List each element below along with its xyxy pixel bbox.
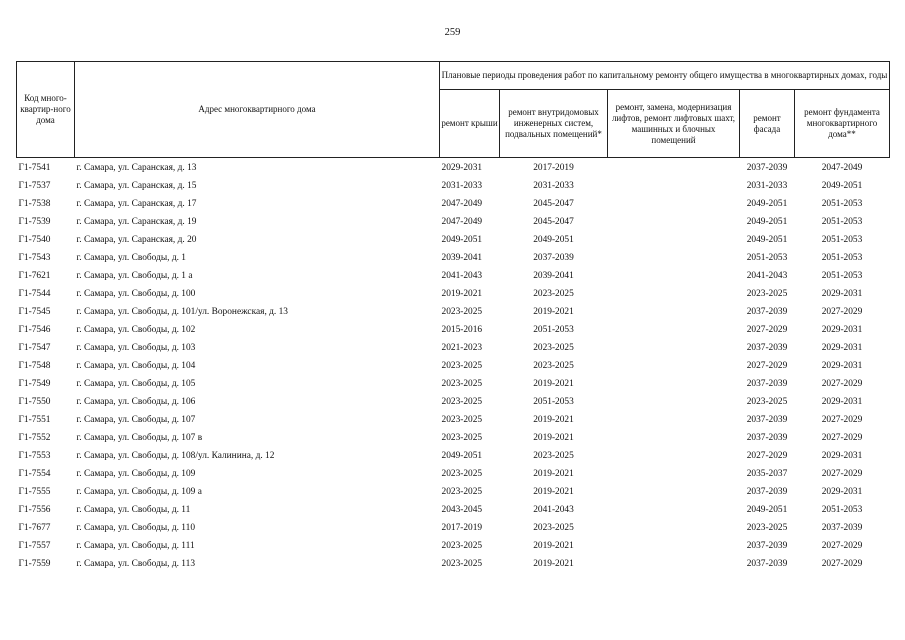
header-address: Адрес многоквартирного дома	[75, 62, 440, 158]
cell-facade: 2023-2025	[746, 289, 788, 299]
cell-code: Г1-7540	[18, 235, 51, 245]
cell-roof: 2017-2019	[441, 523, 483, 533]
cell-address: г. Самара, ул. Саранская, д. 15	[76, 181, 197, 191]
cell-systems: 2023-2025	[533, 343, 574, 353]
cell-lifts	[608, 267, 740, 285]
cell-address: г. Самара, ул. Свободы, д. 107	[76, 415, 196, 425]
cell-roof: 2023-2025	[441, 469, 483, 479]
cell-code: Г1-7557	[18, 541, 51, 551]
cell-address: г. Самара, ул. Саранская, д. 19	[76, 217, 197, 227]
cell-lifts	[608, 213, 740, 231]
cell-lifts	[608, 519, 740, 537]
cell-code: Г1-7549	[18, 379, 51, 389]
cell-facade: 2037-2039	[746, 541, 788, 551]
cell-lifts	[608, 483, 740, 501]
table-row	[17, 158, 890, 178]
cell-roof: 2019-2021	[441, 289, 483, 299]
cell-roof: 2023-2025	[441, 541, 483, 551]
cell-lifts	[608, 537, 740, 555]
table-header	[17, 62, 890, 158]
header-lifts: ремонт, замена, модернизация лифтов, ремонт лифтовых шахт, машинных и блочных помещений	[608, 90, 740, 158]
cell-address: г. Самара, ул. Свободы, д. 108/ул. Калинина, д. 12	[76, 451, 275, 461]
header-roof: ремонт крыши	[440, 90, 500, 158]
cell-address: г. Самара, ул. Свободы, д. 104	[76, 361, 196, 371]
cell-address: г. Самара, ул. Саранская, д. 20	[76, 235, 197, 245]
cell-systems: 2023-2025	[533, 361, 574, 371]
cell-foundation: 2027-2029	[821, 559, 863, 569]
cell-foundation: 2029-2031	[821, 361, 863, 371]
cell-foundation: 2029-2031	[821, 289, 863, 299]
cell-foundation: 2029-2031	[821, 325, 863, 335]
cell-facade: 2049-2051	[746, 217, 788, 227]
cell-code: Г1-7559	[18, 559, 51, 569]
table-row	[17, 393, 890, 411]
cell-foundation: 2029-2031	[821, 451, 863, 461]
cell-foundation: 2051-2053	[821, 217, 863, 227]
table-row	[17, 501, 890, 519]
cell-address: г. Самара, ул. Свободы, д. 106	[76, 397, 196, 407]
cell-lifts	[608, 393, 740, 411]
cell-code: Г1-7553	[18, 451, 51, 461]
cell-address: г. Самара, ул. Свободы, д. 105	[76, 379, 196, 389]
cell-lifts	[608, 375, 740, 393]
table-row	[17, 411, 890, 429]
cell-systems: 2039-2041	[533, 271, 574, 281]
cell-address: г. Самара, ул. Свободы, д. 1	[76, 253, 186, 263]
cell-lifts	[608, 177, 740, 195]
table-row	[17, 483, 890, 501]
cell-code: Г1-7547	[18, 343, 51, 353]
cell-address: г. Самара, ул. Саранская, д. 13	[76, 163, 197, 173]
cell-systems: 2019-2021	[533, 415, 574, 425]
cell-code: Г1-7556	[18, 505, 51, 515]
cell-foundation: 2027-2029	[821, 379, 863, 389]
cell-systems: 2045-2047	[533, 217, 574, 227]
cell-lifts	[608, 555, 740, 573]
cell-systems: 2019-2021	[533, 487, 574, 497]
table-row	[17, 447, 890, 465]
cell-roof: 2049-2051	[441, 451, 483, 461]
cell-roof: 2023-2025	[441, 379, 483, 389]
cell-facade: 2037-2039	[746, 163, 788, 173]
cell-lifts	[608, 465, 740, 483]
cell-roof: 2041-2043	[441, 271, 483, 281]
cell-code: Г1-7538	[18, 199, 51, 209]
cell-foundation: 2037-2039	[821, 523, 863, 533]
cell-lifts	[608, 285, 740, 303]
cell-facade: 2037-2039	[746, 487, 788, 497]
table-body	[17, 158, 890, 574]
cell-lifts	[608, 249, 740, 267]
cell-code: Г1-7544	[18, 289, 51, 299]
cell-systems: 2051-2053	[533, 325, 574, 335]
cell-address: г. Самара, ул. Свободы, д. 101/ул. Воронежская, д. 13	[76, 307, 288, 317]
cell-foundation: 2027-2029	[821, 415, 863, 425]
cell-foundation: 2051-2053	[821, 505, 863, 515]
cell-roof: 2043-2045	[441, 505, 483, 515]
cell-systems: 2019-2021	[533, 379, 574, 389]
cell-code: Г1-7543	[18, 253, 51, 263]
cell-lifts	[608, 447, 740, 465]
cell-systems: 2019-2021	[533, 559, 574, 569]
cell-roof: 2031-2033	[441, 181, 483, 191]
cell-systems: 2019-2021	[533, 307, 574, 317]
cell-systems: 2045-2047	[533, 199, 574, 209]
table-row	[17, 249, 890, 267]
header-facade: ремонт фасада	[740, 90, 795, 158]
cell-foundation: 2027-2029	[821, 307, 863, 317]
cell-facade: 2037-2039	[746, 433, 788, 443]
cell-systems: 2019-2021	[533, 433, 574, 443]
cell-facade: 2037-2039	[746, 379, 788, 389]
cell-foundation: 2051-2053	[821, 253, 863, 263]
table-row	[17, 555, 890, 573]
header-systems: ремонт внутридомовых инженерных систем, подвальных помещений*	[500, 90, 608, 158]
table-row	[17, 195, 890, 213]
table-row	[17, 321, 890, 339]
cell-code: Г1-7537	[18, 181, 51, 191]
cell-roof: 2023-2025	[441, 397, 483, 407]
cell-code: Г1-7539	[18, 217, 51, 227]
cell-facade: 2023-2025	[746, 397, 788, 407]
cell-lifts	[608, 321, 740, 339]
table-row	[17, 231, 890, 249]
table-row	[17, 519, 890, 537]
cell-code: Г1-7548	[18, 361, 51, 371]
cell-lifts	[608, 158, 740, 178]
cell-facade: 2031-2033	[746, 181, 788, 191]
cell-address: г. Самара, ул. Свободы, д. 102	[76, 325, 196, 335]
cell-foundation: 2051-2053	[821, 235, 863, 245]
cell-address: г. Самара, ул. Свободы, д. 109 а	[76, 487, 202, 497]
cell-facade: 2037-2039	[746, 343, 788, 353]
cell-facade: 2049-2051	[746, 235, 788, 245]
cell-systems: 2031-2033	[533, 181, 574, 191]
header-periods: Плановые периоды проведения работ по капитальному ремонту общего имущества в многоквартирных домах, годы	[440, 62, 890, 90]
table-row	[17, 465, 890, 483]
cell-address: г. Самара, ул. Саранская, д. 17	[76, 199, 197, 209]
cell-roof: 2049-2051	[441, 235, 483, 245]
header-code: Код много-квартир-ного дома	[17, 62, 75, 158]
cell-roof: 2023-2025	[441, 559, 483, 569]
cell-facade: 2037-2039	[746, 415, 788, 425]
cell-facade: 2051-2053	[746, 253, 788, 263]
cell-code: Г1-7550	[18, 397, 51, 407]
cell-address: г. Самара, ул. Свободы, д. 113	[76, 559, 196, 569]
table-row	[17, 267, 890, 285]
cell-roof: 2023-2025	[441, 415, 483, 425]
cell-roof: 2039-2041	[441, 253, 483, 263]
cell-systems: 2049-2051	[533, 235, 574, 245]
cell-facade: 2035-2037	[746, 469, 788, 479]
cell-facade: 2027-2029	[746, 325, 788, 335]
cell-roof: 2047-2049	[441, 199, 483, 209]
cell-foundation: 2051-2053	[821, 271, 863, 281]
cell-roof: 2023-2025	[441, 487, 483, 497]
table-row	[17, 303, 890, 321]
cell-foundation: 2029-2031	[821, 343, 863, 353]
cell-systems: 2019-2021	[533, 469, 574, 479]
cell-systems: 2037-2039	[533, 253, 574, 263]
cell-systems: 2041-2043	[533, 505, 574, 515]
cell-address: г. Самара, ул. Свободы, д. 109	[76, 469, 196, 479]
cell-foundation: 2051-2053	[821, 199, 863, 209]
cell-lifts	[608, 501, 740, 519]
cell-facade: 2037-2039	[746, 307, 788, 317]
table-row	[17, 375, 890, 393]
cell-code: Г1-7677	[18, 523, 51, 533]
cell-systems: 2051-2053	[533, 397, 574, 407]
cell-code: Г1-7551	[18, 415, 51, 425]
cell-foundation: 2029-2031	[821, 397, 863, 407]
cell-lifts	[608, 231, 740, 249]
cell-lifts	[608, 429, 740, 447]
cell-systems: 2017-2019	[533, 163, 574, 173]
table-row	[17, 339, 890, 357]
cell-address: г. Самара, ул. Свободы, д. 111	[76, 541, 195, 551]
cell-address: г. Самара, ул. Свободы, д. 1 а	[76, 271, 193, 281]
cell-code: Г1-7546	[18, 325, 51, 335]
cell-roof: 2023-2025	[441, 433, 483, 443]
cell-code: Г1-7554	[18, 469, 51, 479]
cell-roof: 2047-2049	[441, 217, 483, 227]
cell-address: г. Самара, ул. Свободы, д. 11	[76, 505, 191, 515]
cell-foundation: 2047-2049	[821, 163, 863, 173]
cell-address: г. Самара, ул. Свободы, д. 103	[76, 343, 196, 353]
cell-roof: 2023-2025	[441, 361, 483, 371]
cell-code: Г1-7545	[18, 307, 51, 317]
table-row	[17, 177, 890, 195]
cell-roof: 2015-2016	[441, 325, 483, 335]
cell-roof: 2023-2025	[441, 307, 483, 317]
cell-code: Г1-7621	[18, 271, 51, 281]
cell-lifts	[608, 303, 740, 321]
cell-facade: 2041-2043	[746, 271, 788, 281]
cell-facade: 2027-2029	[746, 451, 788, 461]
page-number: 259	[444, 27, 461, 38]
cell-roof: 2029-2031	[441, 163, 483, 173]
cell-facade: 2023-2025	[746, 523, 788, 533]
cell-facade: 2037-2039	[746, 559, 788, 569]
header-foundation: ремонт фундамента многоквартирного дома**	[795, 90, 890, 158]
cell-lifts	[608, 339, 740, 357]
cell-foundation: 2027-2029	[821, 469, 863, 479]
table-row	[17, 429, 890, 447]
table-row	[17, 537, 890, 555]
cell-code: Г1-7541	[18, 163, 51, 173]
cell-facade: 2049-2051	[746, 199, 788, 209]
cell-lifts	[608, 195, 740, 213]
cell-address: г. Самара, ул. Свободы, д. 100	[76, 289, 196, 299]
cell-lifts	[608, 357, 740, 375]
cell-foundation: 2049-2051	[821, 181, 863, 191]
cell-code: Г1-7552	[18, 433, 51, 443]
table-row	[17, 285, 890, 303]
cell-address: г. Самара, ул. Свободы, д. 107 в	[76, 433, 203, 443]
cell-systems: 2023-2025	[533, 523, 574, 533]
table-row	[17, 357, 890, 375]
cell-facade: 2049-2051	[746, 505, 788, 515]
cell-roof: 2021-2023	[441, 343, 483, 353]
cell-lifts	[608, 411, 740, 429]
cell-systems: 2023-2025	[533, 451, 574, 461]
cell-facade: 2027-2029	[746, 361, 788, 371]
cell-address: г. Самара, ул. Свободы, д. 110	[76, 523, 196, 533]
cell-systems: 2023-2025	[533, 289, 574, 299]
table-row	[17, 213, 890, 231]
cell-foundation: 2027-2029	[821, 541, 863, 551]
cell-code: Г1-7555	[18, 487, 51, 497]
cell-foundation: 2029-2031	[821, 487, 863, 497]
cell-systems: 2019-2021	[533, 541, 574, 551]
cell-foundation: 2027-2029	[821, 433, 863, 443]
capital-repair-table	[16, 61, 890, 573]
